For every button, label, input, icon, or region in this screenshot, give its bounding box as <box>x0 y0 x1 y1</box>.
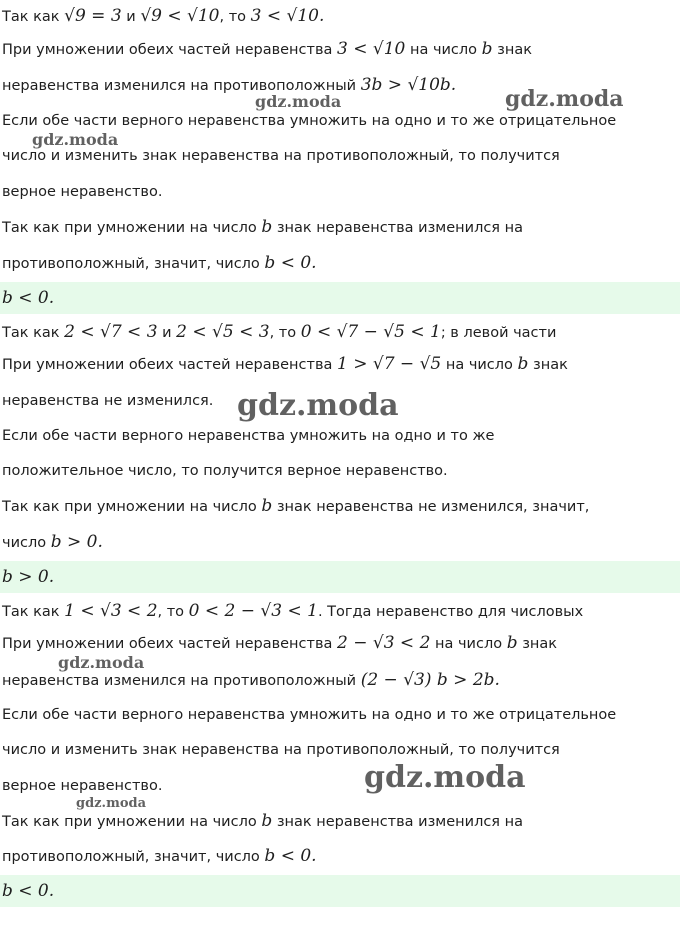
part-b-line-1 <box>2 322 556 343</box>
part-a-line-3 <box>2 75 456 96</box>
text: При умножении обеих частей неравенства <box>2 636 338 652</box>
part-c-line-3 <box>2 670 500 691</box>
text: знак <box>528 357 568 373</box>
text: и <box>121 9 141 25</box>
part-a-line-8 <box>2 253 317 274</box>
text: знак <box>492 42 532 58</box>
text: знак неравенства не изменился, значит, <box>272 499 590 515</box>
part-a-line-6: верное неравенство. <box>2 184 163 200</box>
math: 3b > √10b. <box>360 75 457 95</box>
part-c-line-7 <box>2 811 523 832</box>
text: Так как при умножении на число <box>2 814 262 830</box>
watermark: gdz.moda <box>255 92 342 111</box>
text: Так как при умножении на число <box>2 220 262 236</box>
text: на число <box>441 357 518 373</box>
math: (2 − √3) b > 2b. <box>360 670 500 690</box>
text: При умножении обеих частей неравенства <box>2 42 338 58</box>
math: 2 − √3 < 2 <box>337 633 431 653</box>
math: 0 < √7 − √5 < 1 <box>300 322 441 342</box>
part-a-line-7 <box>2 217 523 238</box>
part-b-line-2 <box>2 354 568 375</box>
math: b < 0. <box>264 253 317 273</box>
text: и <box>157 325 177 341</box>
part-a-line-4: Если обе части верного неравенства умножить на одно и то же отрицательное <box>2 113 617 129</box>
part-b-line-4: Если обе части верного неравенства умножить на одно и то же <box>2 428 495 444</box>
part-a-line-5: число и изменить знак неравенства на противоположный, то получится <box>2 148 560 164</box>
part-a-line-2 <box>2 39 532 60</box>
text: неравенства изменился на противоположный <box>2 78 361 94</box>
part-c-line-2 <box>2 633 557 654</box>
text: . Тогда неравенство для числовых <box>317 604 584 620</box>
answer-text: b < 0. <box>2 881 55 901</box>
watermark: gdz.moda <box>505 86 624 112</box>
watermark: gdz.moda <box>76 796 147 811</box>
math: b <box>481 39 493 59</box>
math: b <box>261 217 273 237</box>
math: b > 0. <box>50 532 103 552</box>
part-c-line-1 <box>2 601 583 622</box>
math: 2 < √5 < 3 <box>176 322 270 342</box>
text: Так как <box>2 604 65 620</box>
part-c-line-8 <box>2 846 317 867</box>
part-c-line-6: верное неравенство. <box>2 778 163 794</box>
part-b-line-7 <box>2 532 103 553</box>
answer-text: b > 0. <box>2 567 55 587</box>
text: на число <box>430 636 507 652</box>
math: 3 < √10 <box>337 39 406 59</box>
math: b <box>517 354 529 374</box>
watermark: gdz.moda <box>364 760 526 795</box>
math: 3 < √10. <box>250 6 325 26</box>
watermark: gdz.moda <box>58 653 145 672</box>
part-c-line-4: Если обе части верного неравенства умножить на одно и то же отрицательное <box>2 707 617 723</box>
answer-box-c <box>0 875 680 907</box>
text: неравенства изменился на противоположный <box>2 673 361 689</box>
math: 2 < √7 < 3 <box>64 322 158 342</box>
text: ; в левой части <box>440 325 557 341</box>
part-a-line-1 <box>2 6 324 27</box>
math: √9 < √10 <box>140 6 220 26</box>
part-c-line-5: число и изменить знак неравенства на противоположный, то получится <box>2 742 560 758</box>
text: , то <box>157 604 189 620</box>
text: Так как <box>2 9 65 25</box>
text: , то <box>269 325 301 341</box>
text: знак <box>517 636 558 652</box>
text: на число <box>405 42 482 58</box>
answer-box-a <box>0 282 680 314</box>
watermark: gdz.moda <box>32 130 119 149</box>
watermark: gdz.moda <box>237 388 399 423</box>
text: Так как при умножении на число <box>2 499 262 515</box>
text: знак неравенства изменился на <box>272 220 524 236</box>
text: противоположный, значит, число <box>2 256 265 272</box>
text: , то <box>219 9 251 25</box>
text: знак неравенства изменился на <box>272 814 524 830</box>
text: противоположный, значит, число <box>2 849 265 865</box>
part-b-line-3: неравенства не изменился. <box>2 393 214 409</box>
math: 1 > √7 − √5 <box>337 354 442 374</box>
part-b-line-6 <box>2 496 589 517</box>
math: 0 < 2 − √3 < 1 <box>188 601 318 621</box>
math: b <box>261 496 273 516</box>
answer-text: b < 0. <box>2 288 55 308</box>
math: b <box>261 811 273 831</box>
math: b <box>506 633 518 653</box>
answer-box-b <box>0 561 680 593</box>
math: 1 < √3 < 2 <box>64 601 158 621</box>
math: b < 0. <box>264 846 317 866</box>
text: При умножении обеих частей неравенства <box>2 357 338 373</box>
math: √9 = 3 <box>64 6 122 26</box>
text: число <box>2 535 51 551</box>
text: Так как <box>2 325 65 341</box>
part-b-line-5: положительное число, то получится верное неравенство. <box>2 463 448 479</box>
